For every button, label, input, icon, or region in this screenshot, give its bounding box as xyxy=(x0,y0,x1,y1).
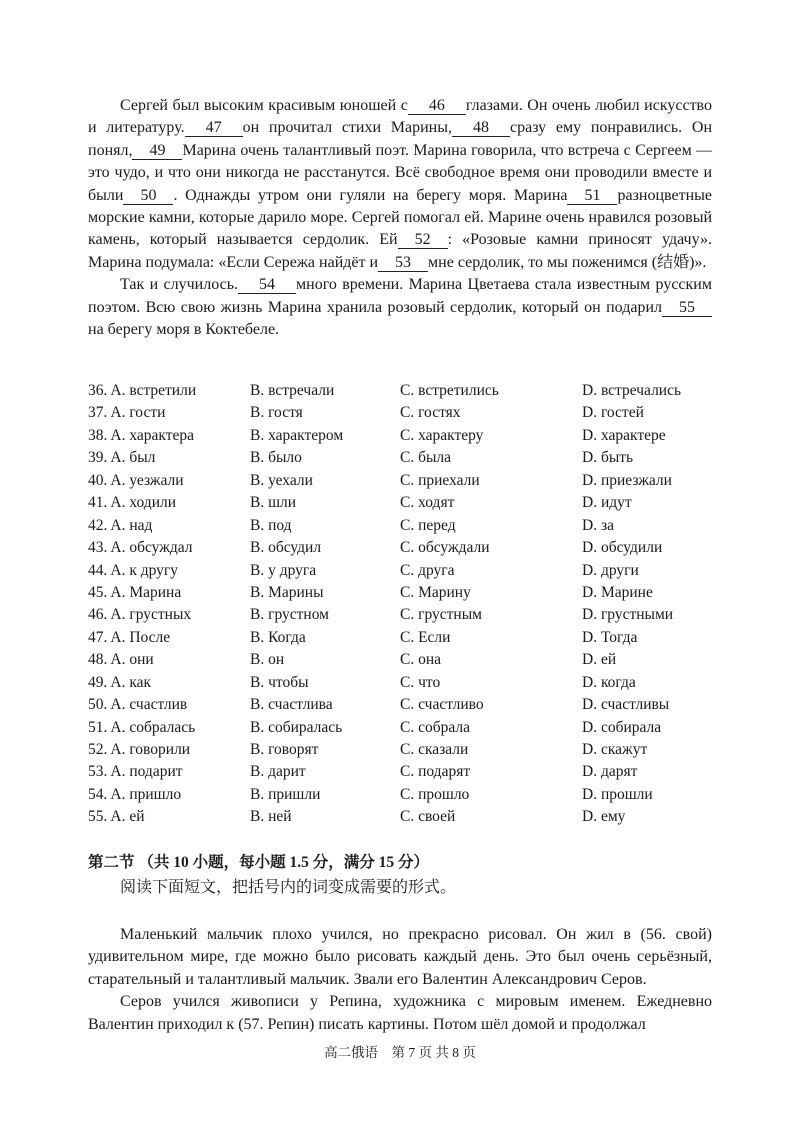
option-row xyxy=(88,717,728,739)
option-d: D. характере xyxy=(582,426,666,444)
option-b: B. пришли xyxy=(250,785,321,803)
option-d: D. счастливы xyxy=(582,696,670,714)
blank-47: 47 xyxy=(185,119,243,137)
passage-text: сразу ему понравились. Он понял, xyxy=(88,119,713,159)
option-row xyxy=(88,604,728,626)
blank-55: 55 xyxy=(662,299,712,317)
option-a: 48. A. они xyxy=(88,651,154,669)
option-c: C. была xyxy=(400,449,452,467)
option-a: 43. A. обсуждал xyxy=(88,539,193,557)
blank-51: 51 xyxy=(567,187,617,205)
option-c: C. ходят xyxy=(400,494,455,512)
option-c: C. грустным xyxy=(400,606,482,624)
blank-54: 54 xyxy=(238,276,296,294)
option-c: C. она xyxy=(400,651,442,669)
option-c: C. подарят xyxy=(400,763,471,781)
blank-53: 53 xyxy=(378,254,428,272)
passage-text: разноцветные морские камни, которые дарило море. Сергей помогал ей. Марине очень нравился розовый камень, который называется сердолик. Ей xyxy=(88,186,712,249)
option-row xyxy=(88,537,728,559)
blank-48: 48 xyxy=(452,119,510,137)
option-d: D. други xyxy=(582,561,639,579)
option-row xyxy=(88,649,728,671)
option-d: D. прошли xyxy=(582,785,653,803)
option-c: C. Если xyxy=(400,628,451,646)
option-a: 53. A. подарит xyxy=(88,763,183,781)
option-row xyxy=(88,515,728,537)
option-c: C. прошло xyxy=(400,785,470,803)
option-c: C. счастливо xyxy=(400,696,484,714)
option-a: 45. A. Марина xyxy=(88,583,182,601)
option-row xyxy=(88,492,728,514)
option-a: 51. A. собралась xyxy=(88,718,196,736)
option-b: B. у друга xyxy=(250,561,317,579)
option-a: 46. A. грустных xyxy=(88,606,192,624)
option-d: D. ей xyxy=(582,651,617,669)
option-row xyxy=(88,761,728,783)
option-row xyxy=(88,582,728,604)
option-c: C. перед xyxy=(400,516,456,534)
section-instruction: 阅读下面短文，把括号内的词变成需要的形式。 xyxy=(120,879,457,896)
page-footer: 高二俄语 第 7 页 共 8 页 xyxy=(324,1045,476,1060)
word-form-passage xyxy=(88,924,712,1036)
option-c: C. Марину xyxy=(400,583,471,601)
option-d: D. ему xyxy=(582,808,626,826)
paragraph xyxy=(88,95,712,274)
paragraph xyxy=(88,274,712,341)
option-a: 50. A. счастлив xyxy=(88,696,188,714)
option-a: 38. A. характера xyxy=(88,426,195,444)
option-b: B. обсудил xyxy=(250,539,322,557)
passage-text: мне сердолик, то мы поженимся (结婚)». xyxy=(428,253,707,271)
option-a: 49. A. как xyxy=(88,673,152,691)
option-d: D. идут xyxy=(582,494,632,512)
option-d: D. скажут xyxy=(582,741,648,758)
option-row xyxy=(88,560,728,582)
option-row xyxy=(88,447,728,469)
blank-49: 49 xyxy=(132,142,182,160)
option-b: B. Марины xyxy=(250,583,324,601)
option-b: B. под xyxy=(250,516,292,534)
option-c: C. гостях xyxy=(400,404,461,422)
option-d: D. когда xyxy=(582,673,636,691)
passage-text: много времени. Марина Цветаева стала известным русским поэтом. Всю свою жизнь Марина хранила розовый сердолик, который он подарил xyxy=(88,276,712,316)
option-a: 40. A. уезжали xyxy=(88,471,184,489)
option-c: C. приехали xyxy=(400,471,480,489)
paragraph: Маленький мальчик плохо учился, но прекрасно рисовал. Он жил в (56. свой) удивительном мире, где можно было рисовать каждый день. Это был очень серьёзный, старательный и талантливый мальчик. Звали его Валентин Александрович Серов. xyxy=(88,926,712,988)
cloze-passage xyxy=(88,95,712,341)
passage-text: Марина очень талантливый поэт. Марина говорила, что встреча с Сергеем — это чудо, и что они никогда не расстанутся. Всё свободное время они проводили вместе и были xyxy=(88,141,712,204)
option-c: C. что xyxy=(400,673,441,691)
option-a: 37. A. гости xyxy=(88,404,166,422)
option-a: 42. A. над xyxy=(88,516,153,534)
option-a: 44. A. к другу xyxy=(88,561,179,579)
blank-50: 50 xyxy=(123,187,173,205)
answer-options xyxy=(88,380,728,829)
option-b: B. ней xyxy=(250,808,292,826)
option-row xyxy=(88,739,728,761)
option-d: D. обсудили xyxy=(582,539,663,557)
option-b: B. он xyxy=(250,651,285,669)
option-c: C. друга xyxy=(400,561,455,579)
option-row xyxy=(88,672,728,694)
section-heading: 第二节 （共 10 小题，每小题 1.5 分，满分 15 分） xyxy=(88,854,430,871)
option-a: 41. A. ходили xyxy=(88,494,177,512)
option-b: B. дарит xyxy=(250,763,306,781)
option-b: B. встречали xyxy=(250,382,335,399)
option-d: D. быть xyxy=(582,449,634,467)
option-row xyxy=(88,380,728,402)
option-b: B. гостя xyxy=(250,404,303,422)
option-d: D. собирала xyxy=(582,718,662,736)
option-b: B. было xyxy=(250,449,302,467)
option-row xyxy=(88,470,728,492)
option-a: 54. A. пришло xyxy=(88,785,182,803)
option-c: C. характеру xyxy=(400,426,484,444)
blank-52: 52 xyxy=(398,231,448,249)
passage-text: глазами. Он очень любил искусство и литературу. xyxy=(88,97,713,137)
passage-text: Так и случилось. xyxy=(120,276,239,294)
option-row xyxy=(88,627,728,649)
passage-text: Сергей был высоким красивым юношей с xyxy=(120,97,408,114)
option-row xyxy=(88,806,728,828)
option-d: D. грустными xyxy=(582,606,674,624)
option-a: 55. A. ей xyxy=(88,808,145,826)
blank-46: 46 xyxy=(408,97,466,115)
option-d: D. за xyxy=(582,516,614,534)
option-a: 39. A. был xyxy=(88,449,156,467)
passage-text: : «Розовые камни приносят удачу». Марина подумала: «Если Сережа найдёт и xyxy=(88,231,712,271)
option-b: B. уехали xyxy=(250,471,313,489)
passage-text: на берегу моря в Коктебеле. xyxy=(88,321,280,339)
option-b: B. шли xyxy=(250,494,297,512)
option-c: C. своей xyxy=(400,808,456,826)
option-d: D. Марине xyxy=(582,583,653,601)
passage-text: он прочитал стихи Марины, xyxy=(242,119,452,137)
option-c: C. сказали xyxy=(400,741,469,758)
option-row xyxy=(88,402,728,424)
option-row xyxy=(88,425,728,447)
option-row xyxy=(88,694,728,716)
option-b: B. грустном xyxy=(250,606,329,624)
option-b: B. Когда xyxy=(250,628,306,646)
passage-text: . Однажды утром они гуляли на берегу моря. Марина xyxy=(173,186,568,204)
option-b: B. говорят xyxy=(250,741,319,758)
option-d: D. гостей xyxy=(582,404,644,422)
option-d: D. Тогда xyxy=(582,628,638,646)
option-c: C. встретились xyxy=(400,382,499,399)
option-d: D. дарят xyxy=(582,763,638,781)
option-b: B. чтобы xyxy=(250,673,309,691)
option-b: B. характером xyxy=(250,426,344,444)
option-c: C. собрала xyxy=(400,718,470,736)
option-c: C. обсуждали xyxy=(400,539,490,557)
option-d: D. приезжали xyxy=(582,471,672,489)
option-b: B. собиралась xyxy=(250,718,343,736)
option-a: 52. A. говорили xyxy=(88,741,191,758)
option-b: B. счастлива xyxy=(250,696,333,714)
option-a: 47. A. После xyxy=(88,628,171,646)
paragraph: Серов учился живописи у Репина, художника с мировым именем. Ежедневно Валентин приходил к (57. Репин) писать картины. Потом шёл домой и продолжал xyxy=(88,993,712,1033)
option-row xyxy=(88,784,728,806)
option-a: 36. A. встретили xyxy=(88,382,197,399)
option-d: D. встречались xyxy=(582,382,682,399)
